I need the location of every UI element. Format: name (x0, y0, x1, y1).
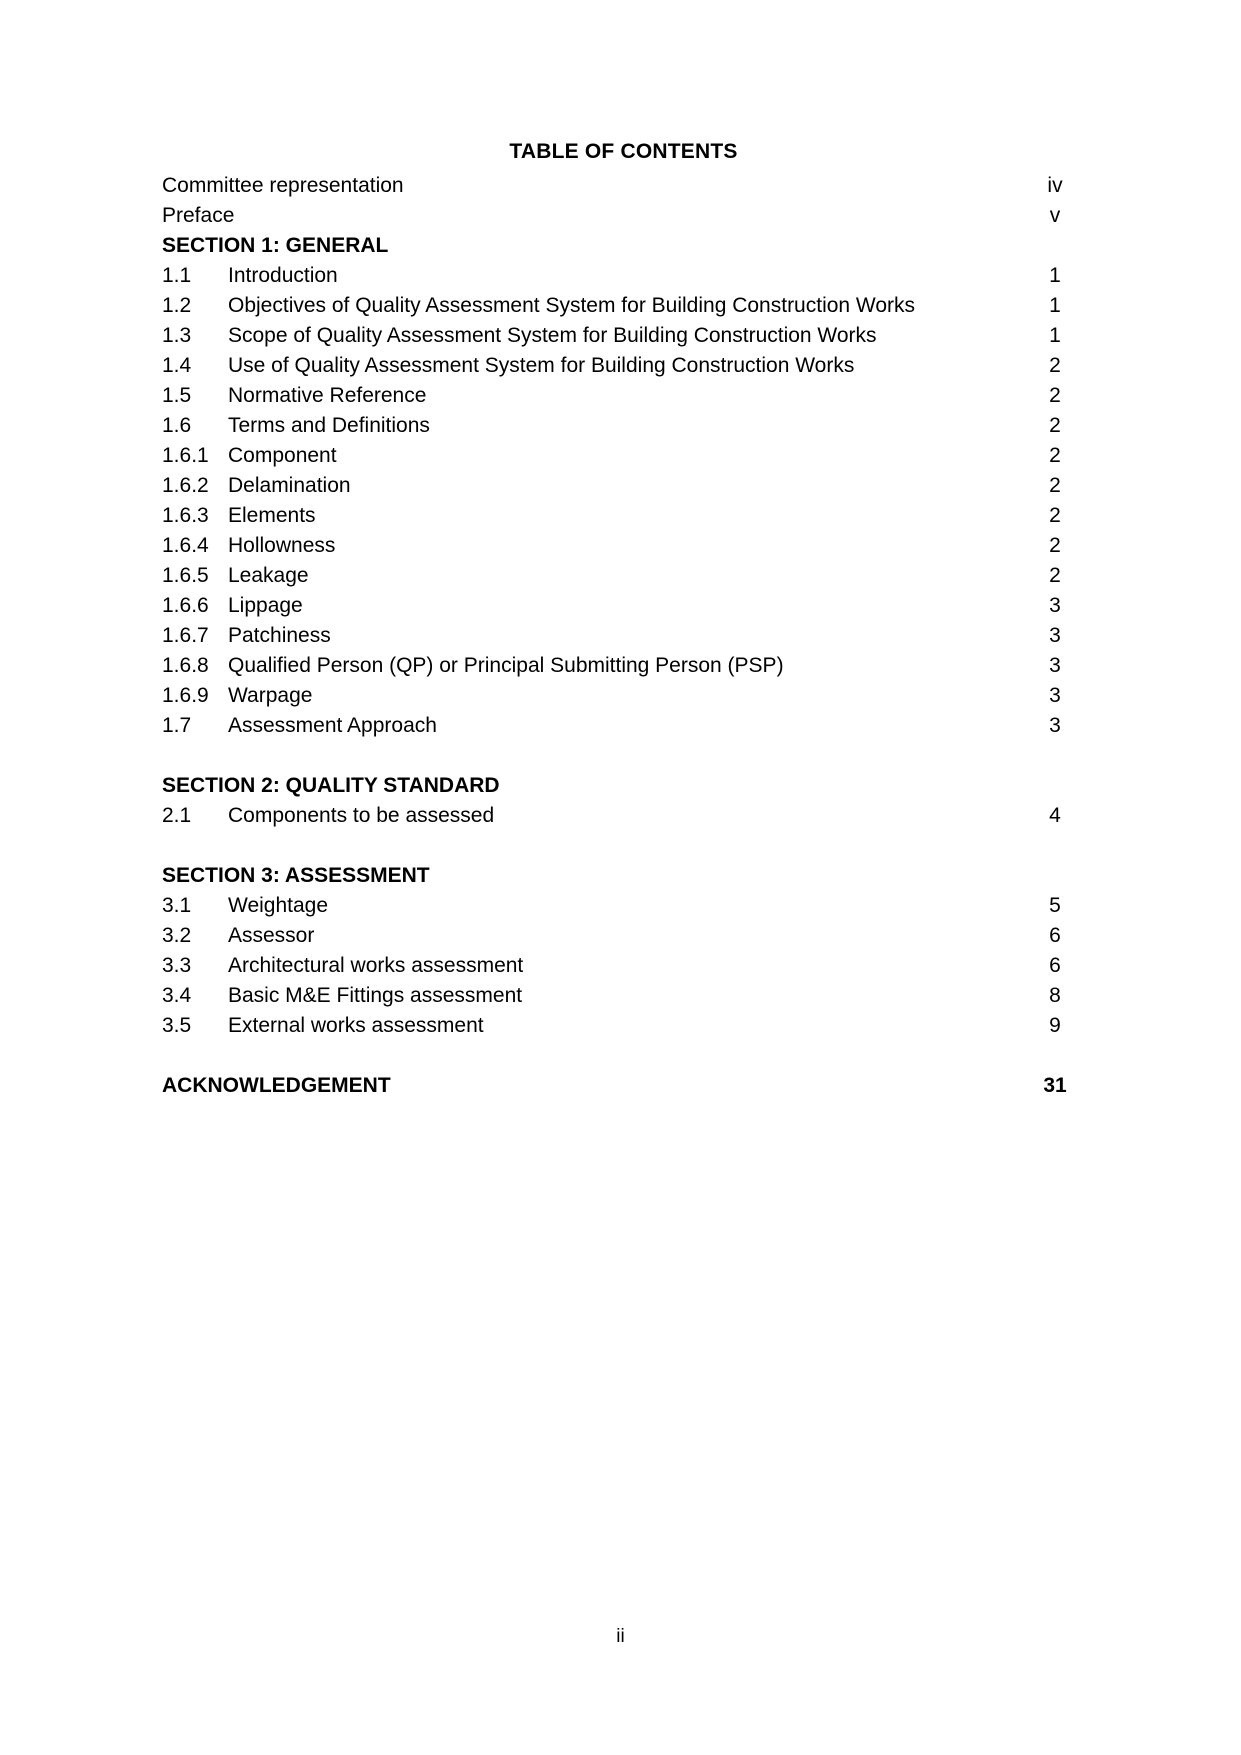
toc-entry-label: Use of Quality Assessment System for Building Construction Works (228, 354, 855, 377)
toc-entry-row[interactable] (162, 531, 1085, 561)
toc-entry-label: Components to be assessed (228, 804, 495, 827)
toc-entry-row[interactable] (162, 591, 1085, 621)
toc-entry-label: Assessor (228, 924, 315, 947)
toc-entry-number: 1.6.2 (162, 474, 209, 497)
toc-entry-row[interactable] (162, 351, 1085, 381)
toc-entry-row[interactable] (162, 801, 1085, 831)
toc-entry-label: External works assessment (228, 1014, 484, 1037)
toc-entry-number: 3.1 (162, 894, 192, 917)
toc-entry-page-number: 2 (1049, 474, 1061, 497)
toc-entry-page-number: iv (1047, 174, 1063, 197)
toc-entry-number: 1.6.3 (162, 504, 209, 527)
toc-entry-number: 1.6.5 (162, 564, 209, 587)
toc-entry-label: Objectives of Quality Assessment System for Building Construction Works (228, 294, 916, 317)
toc-entry-page-number: 1 (1049, 294, 1061, 317)
toc-entry-page-number: 2 (1049, 534, 1061, 557)
toc-entry-row[interactable] (162, 321, 1085, 351)
toc-entry-label: Terms and Definitions (228, 414, 430, 437)
toc-front-matter-row[interactable] (162, 201, 1085, 231)
toc-entry-label: Hollowness (228, 534, 336, 557)
toc-entry-row[interactable] (162, 951, 1085, 981)
toc-entries-list (162, 171, 1085, 1101)
toc-section-heading-row[interactable] (162, 861, 1085, 891)
toc-entry-row[interactable] (162, 381, 1085, 411)
toc-entry-label: Weightage (228, 894, 329, 917)
toc-entry-label: Committee representation (162, 174, 404, 197)
toc-front-matter-row[interactable] (162, 171, 1085, 201)
toc-entry-number: 1.3 (162, 324, 192, 347)
toc-section-heading-row[interactable] (162, 231, 1085, 261)
toc-entry-label: Component (228, 444, 337, 467)
toc-entry-row[interactable] (162, 1011, 1085, 1041)
toc-entry-row[interactable] (162, 411, 1085, 441)
toc-entry-page-number: 2 (1049, 504, 1061, 527)
toc-entry-label: Introduction (228, 264, 338, 287)
toc-entry-number: 1.6.6 (162, 594, 209, 617)
toc-entry-row[interactable] (162, 561, 1085, 591)
toc-entry-number: 3.4 (162, 984, 192, 1007)
toc-entry-row[interactable] (162, 501, 1085, 531)
toc-entry-row[interactable] (162, 621, 1085, 651)
toc-entry-number: 1.4 (162, 354, 192, 377)
toc-entry-page-number: 3 (1049, 684, 1061, 707)
toc-entry-number: 1.6.8 (162, 654, 209, 677)
footer-page-number: ii (616, 1626, 625, 1647)
toc-entry-label: Warpage (228, 684, 313, 707)
toc-entry-page-number: 2 (1049, 414, 1061, 437)
toc-section-heading-label: SECTION 3: ASSESSMENT (162, 864, 430, 887)
toc-entry-page-number: 1 (1049, 324, 1061, 347)
toc-entry-label: Lippage (228, 594, 303, 617)
toc-entry-page-number: 3 (1049, 714, 1061, 737)
toc-entry-label: Elements (228, 504, 316, 527)
toc-entry-page-number: 6 (1049, 954, 1061, 977)
toc-entry-number: 1.6 (162, 414, 192, 437)
toc-entry-row[interactable] (162, 651, 1085, 681)
toc-entry-page-number: 1 (1049, 264, 1061, 287)
toc-entry-row[interactable] (162, 261, 1085, 291)
toc-entry-number: 1.6.1 (162, 444, 209, 467)
toc-entry-number: 2.1 (162, 804, 192, 827)
toc-entry-page-number: 3 (1049, 624, 1061, 647)
toc-entry-row[interactable] (162, 471, 1085, 501)
toc-entry-number: 3.2 (162, 924, 192, 947)
toc-entry-page-number: v (1049, 204, 1061, 227)
toc-entry-row[interactable] (162, 891, 1085, 921)
toc-entry-page-number: 3 (1049, 594, 1061, 617)
toc-entry-row[interactable] (162, 441, 1085, 471)
toc-entry-page-number: 2 (1049, 384, 1061, 407)
toc-entry-number: 3.3 (162, 954, 192, 977)
toc-entry-row[interactable] (162, 681, 1085, 711)
toc-entry-label: Leakage (228, 564, 309, 587)
page-title: TABLE OF CONTENTS (509, 140, 738, 163)
toc-entry-page-number: 2 (1049, 564, 1061, 587)
toc-entry-number: 1.6.4 (162, 534, 209, 557)
toc-entry-label: Normative Reference (228, 384, 427, 407)
toc-entry-number: 1.2 (162, 294, 192, 317)
toc-entry-label: Delamination (228, 474, 351, 497)
toc-entry-label: Basic M&E Fittings assessment (228, 984, 523, 1007)
toc-entry-page-number: 6 (1049, 924, 1061, 947)
toc-entry-page-number: 4 (1049, 804, 1061, 827)
toc-entry-number: 1.7 (162, 714, 192, 737)
toc-content (162, 137, 1085, 1101)
toc-entry-page-number: 9 (1049, 1014, 1061, 1037)
toc-section-spacer (162, 741, 1085, 771)
toc-entry-page-number: 2 (1049, 354, 1061, 377)
toc-entry-page-number: 31 (1043, 1074, 1067, 1097)
toc-entry-page-number: 3 (1049, 654, 1061, 677)
toc-section-heading-label: SECTION 2: QUALITY STANDARD (162, 774, 500, 797)
toc-entry-number: 1.6.7 (162, 624, 209, 647)
toc-entry-row[interactable] (162, 981, 1085, 1011)
toc-section-heading-label: SECTION 1: GENERAL (162, 234, 389, 257)
toc-entry-label: Qualified Person (QP) or Principal Submitting Person (PSP) (228, 654, 784, 677)
toc-entry-page-number: 8 (1049, 984, 1061, 1007)
toc-back-matter-label: ACKNOWLEDGEMENT (162, 1074, 391, 1097)
toc-section-spacer (162, 831, 1085, 861)
toc-entry-page-number: 5 (1049, 894, 1061, 917)
toc-entry-row[interactable] (162, 921, 1085, 951)
toc-entry-label: Scope of Quality Assessment System for Building Construction Works (228, 324, 877, 347)
toc-section-heading-row[interactable] (162, 771, 1085, 801)
toc-entry-label: Preface (162, 204, 235, 227)
toc-entry-row[interactable] (162, 711, 1085, 741)
toc-back-matter-row[interactable] (162, 1071, 1085, 1101)
toc-entry-number: 1.6.9 (162, 684, 209, 707)
toc-entry-row[interactable] (162, 291, 1085, 321)
toc-entry-number: 1.5 (162, 384, 192, 407)
toc-entry-number: 1.1 (162, 264, 192, 287)
toc-entry-number: 3.5 (162, 1014, 192, 1037)
toc-entry-label: Patchiness (228, 624, 331, 647)
toc-entry-label: Assessment Approach (228, 714, 437, 737)
toc-back-matter-spacer (162, 1041, 1085, 1071)
toc-entry-label: Architectural works assessment (228, 954, 524, 977)
toc-entry-page-number: 2 (1049, 444, 1061, 467)
